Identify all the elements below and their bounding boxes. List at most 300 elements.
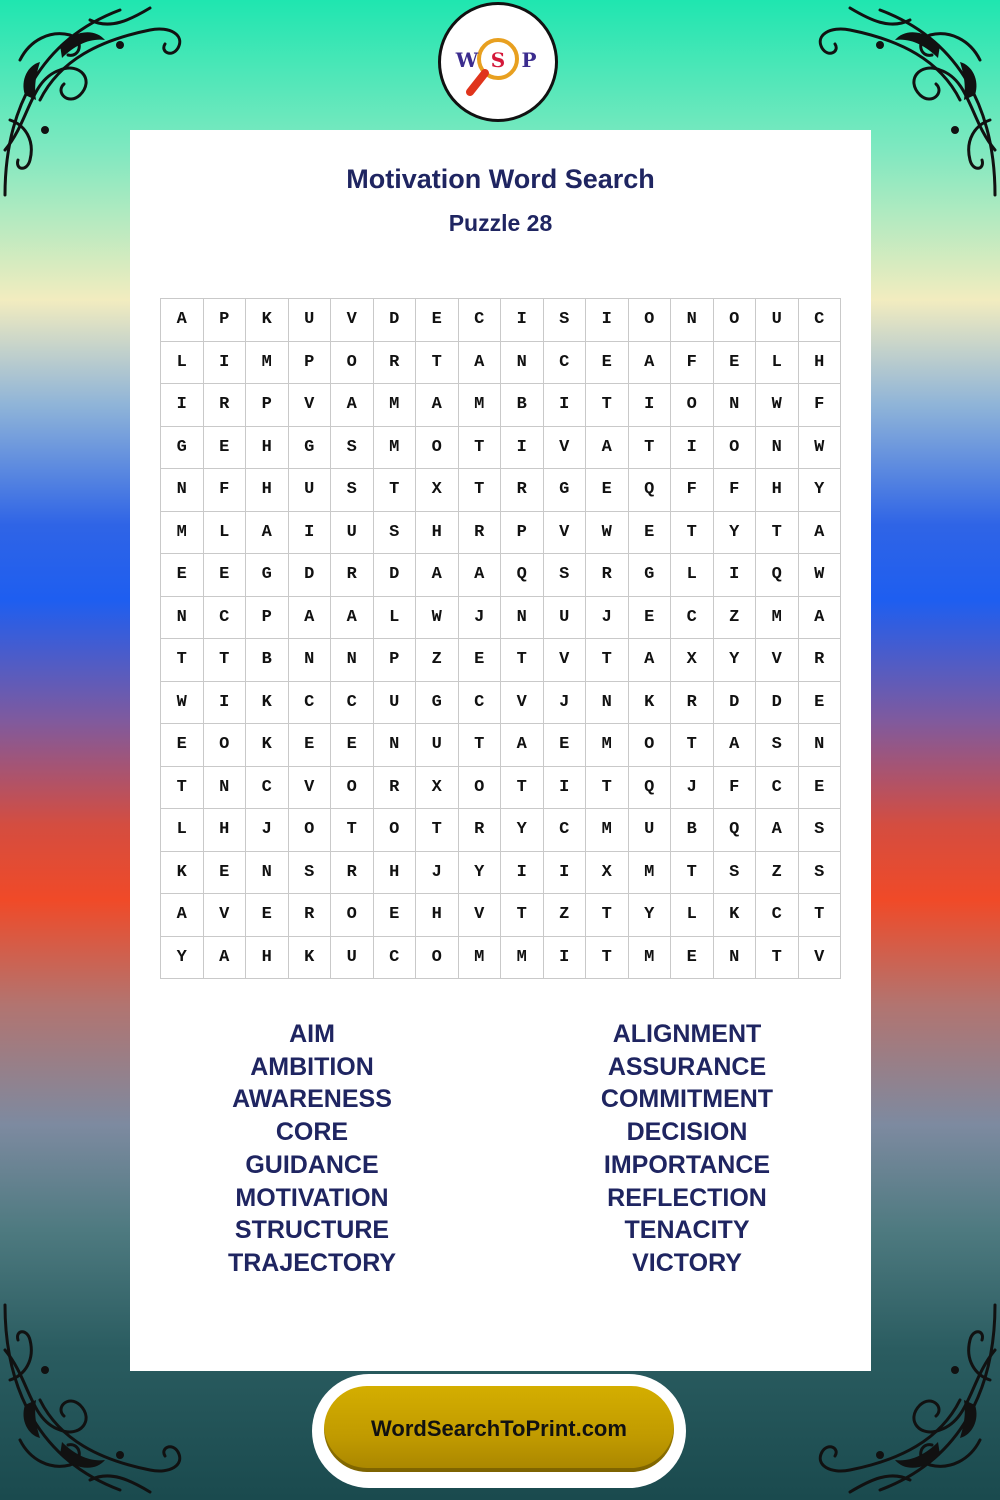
grid-cell[interactable]: O bbox=[288, 809, 331, 852]
grid-cell[interactable]: T bbox=[416, 341, 459, 384]
grid-cell[interactable]: L bbox=[203, 511, 246, 554]
grid-cell[interactable]: P bbox=[203, 299, 246, 342]
grid-cell[interactable]: I bbox=[628, 384, 671, 427]
grid-cell[interactable]: U bbox=[543, 596, 586, 639]
grid-cell[interactable]: T bbox=[586, 639, 629, 682]
grid-cell[interactable]: A bbox=[458, 554, 501, 597]
grid-cell[interactable]: Q bbox=[756, 554, 799, 597]
grid-cell[interactable]: A bbox=[331, 596, 374, 639]
word-item: MOTIVATION bbox=[235, 1183, 389, 1212]
word-item: ASSURANCE bbox=[607, 1052, 767, 1081]
grid-cell[interactable]: G bbox=[246, 554, 289, 597]
grid-cell[interactable]: E bbox=[331, 724, 374, 767]
grid-cell[interactable]: T bbox=[373, 469, 416, 512]
grid-row bbox=[161, 809, 841, 852]
grid-cell[interactable]: J bbox=[586, 596, 629, 639]
word-item: VICTORY bbox=[632, 1248, 742, 1277]
word-item: IMPORTANCE bbox=[603, 1150, 771, 1179]
grid-cell[interactable]: N bbox=[203, 766, 246, 809]
grid-cell[interactable]: E bbox=[628, 596, 671, 639]
grid-cell[interactable]: T bbox=[628, 426, 671, 469]
grid-cell[interactable]: E bbox=[458, 639, 501, 682]
grid-cell[interactable]: A bbox=[203, 936, 246, 979]
grid-cell[interactable]: F bbox=[203, 469, 246, 512]
grid-cell[interactable]: L bbox=[161, 341, 204, 384]
grid-cell[interactable]: E bbox=[586, 341, 629, 384]
grid-cell[interactable]: E bbox=[288, 724, 331, 767]
grid-cell[interactable]: Q bbox=[501, 554, 544, 597]
grid-cell[interactable]: T bbox=[161, 766, 204, 809]
grid-cell[interactable]: A bbox=[628, 639, 671, 682]
grid-row bbox=[161, 681, 841, 724]
grid-cell[interactable]: I bbox=[501, 851, 544, 894]
grid-cell[interactable]: H bbox=[246, 469, 289, 512]
grid-cell[interactable]: E bbox=[586, 469, 629, 512]
grid-cell[interactable]: Y bbox=[713, 511, 756, 554]
grid-cell[interactable]: O bbox=[203, 724, 246, 767]
grid-cell[interactable]: M bbox=[373, 384, 416, 427]
grid-cell[interactable]: N bbox=[501, 341, 544, 384]
grid-cell[interactable]: T bbox=[458, 426, 501, 469]
grid-cell[interactable]: M bbox=[458, 384, 501, 427]
grid-cell[interactable]: A bbox=[628, 341, 671, 384]
grid-cell[interactable]: D bbox=[373, 299, 416, 342]
grid-cell[interactable]: I bbox=[501, 299, 544, 342]
grid-cell[interactable]: S bbox=[713, 851, 756, 894]
grid-cell[interactable]: I bbox=[671, 426, 714, 469]
grid-cell[interactable]: W bbox=[798, 426, 841, 469]
grid-cell[interactable]: O bbox=[331, 341, 374, 384]
grid-cell[interactable]: N bbox=[713, 384, 756, 427]
word-list-right bbox=[537, 1018, 837, 1280]
grid-cell[interactable]: R bbox=[331, 851, 374, 894]
grid-cell[interactable]: U bbox=[288, 469, 331, 512]
grid-cell[interactable]: H bbox=[756, 469, 799, 512]
grid-cell[interactable]: N bbox=[756, 426, 799, 469]
grid-cell[interactable]: T bbox=[586, 384, 629, 427]
grid-cell[interactable]: T bbox=[501, 639, 544, 682]
grid-cell[interactable]: F bbox=[798, 384, 841, 427]
grid-cell[interactable]: O bbox=[331, 894, 374, 937]
grid-cell[interactable]: C bbox=[798, 299, 841, 342]
grid-row bbox=[161, 639, 841, 682]
word-item: STRUCTURE bbox=[234, 1216, 390, 1245]
word-item: REFLECTION bbox=[607, 1183, 767, 1212]
grid-cell[interactable]: T bbox=[501, 894, 544, 937]
grid-cell[interactable]: X bbox=[416, 766, 459, 809]
grid-cell[interactable]: U bbox=[756, 299, 799, 342]
word-list-left bbox=[162, 1018, 462, 1280]
grid-cell[interactable]: L bbox=[161, 809, 204, 852]
grid-cell[interactable]: Q bbox=[628, 469, 671, 512]
grid-cell[interactable]: A bbox=[246, 511, 289, 554]
grid-cell[interactable]: R bbox=[331, 554, 374, 597]
grid-cell[interactable]: U bbox=[288, 299, 331, 342]
grid-cell[interactable]: F bbox=[713, 469, 756, 512]
word-item: DECISION bbox=[626, 1118, 748, 1147]
grid-cell[interactable]: G bbox=[161, 426, 204, 469]
grid-cell[interactable]: F bbox=[713, 766, 756, 809]
grid-row bbox=[161, 894, 841, 937]
grid-cell[interactable]: N bbox=[501, 596, 544, 639]
grid-cell[interactable]: L bbox=[671, 894, 714, 937]
grid-cell[interactable]: G bbox=[543, 469, 586, 512]
grid-cell[interactable]: I bbox=[543, 936, 586, 979]
grid-cell[interactable]: T bbox=[458, 469, 501, 512]
grid-cell[interactable]: U bbox=[416, 724, 459, 767]
grid-cell[interactable]: A bbox=[416, 554, 459, 597]
grid-cell[interactable]: S bbox=[288, 851, 331, 894]
grid-cell[interactable]: F bbox=[671, 341, 714, 384]
grid-cell[interactable]: C bbox=[543, 809, 586, 852]
grid-cell[interactable]: Z bbox=[416, 639, 459, 682]
grid-cell[interactable]: O bbox=[628, 724, 671, 767]
grid-cell[interactable]: J bbox=[543, 681, 586, 724]
grid-row bbox=[161, 511, 841, 554]
grid-cell[interactable]: M bbox=[628, 851, 671, 894]
grid-cell[interactable]: E bbox=[798, 766, 841, 809]
grid-cell[interactable]: F bbox=[671, 469, 714, 512]
grid-cell[interactable]: A bbox=[416, 384, 459, 427]
magnifier-icon bbox=[448, 12, 548, 112]
grid-cell[interactable]: S bbox=[543, 299, 586, 342]
grid-cell[interactable]: I bbox=[161, 384, 204, 427]
grid-cell[interactable]: M bbox=[501, 936, 544, 979]
grid-cell[interactable]: V bbox=[288, 384, 331, 427]
word-item: COMMITMENT bbox=[600, 1085, 774, 1114]
grid-row bbox=[161, 936, 841, 979]
grid-cell[interactable]: A bbox=[756, 809, 799, 852]
grid-cell[interactable]: K bbox=[246, 681, 289, 724]
grid-cell[interactable]: S bbox=[331, 469, 374, 512]
grid-cell[interactable]: T bbox=[586, 766, 629, 809]
grid-cell[interactable]: R bbox=[373, 766, 416, 809]
grid-row bbox=[161, 554, 841, 597]
grid-cell[interactable]: U bbox=[331, 936, 374, 979]
grid-cell[interactable]: L bbox=[756, 341, 799, 384]
grid-cell[interactable]: L bbox=[671, 554, 714, 597]
grid-cell[interactable]: E bbox=[628, 511, 671, 554]
word-item: AMBITION bbox=[250, 1052, 374, 1081]
grid-cell[interactable]: G bbox=[628, 554, 671, 597]
letter-grid bbox=[160, 298, 841, 979]
grid-cell[interactable]: T bbox=[416, 809, 459, 852]
grid-cell[interactable]: M bbox=[628, 936, 671, 979]
grid-cell[interactable]: N bbox=[331, 639, 374, 682]
grid-cell[interactable]: J bbox=[246, 809, 289, 852]
grid-cell[interactable]: M bbox=[373, 426, 416, 469]
grid-cell[interactable]: T bbox=[203, 639, 246, 682]
grid-cell[interactable]: A bbox=[798, 511, 841, 554]
grid-cell[interactable]: H bbox=[203, 809, 246, 852]
grid-cell[interactable]: I bbox=[543, 766, 586, 809]
grid-cell[interactable]: N bbox=[671, 299, 714, 342]
grid-cell[interactable]: A bbox=[713, 724, 756, 767]
grid-cell[interactable]: N bbox=[373, 724, 416, 767]
grid-cell[interactable]: A bbox=[586, 426, 629, 469]
grid-cell[interactable]: N bbox=[713, 936, 756, 979]
grid-cell[interactable]: O bbox=[671, 384, 714, 427]
grid-cell[interactable]: V bbox=[798, 936, 841, 979]
grid-cell[interactable]: H bbox=[246, 426, 289, 469]
grid-cell[interactable]: B bbox=[246, 639, 289, 682]
grid-cell[interactable]: K bbox=[628, 681, 671, 724]
grid-cell[interactable]: C bbox=[756, 894, 799, 937]
grid-cell[interactable]: S bbox=[798, 809, 841, 852]
grid-cell[interactable]: W bbox=[756, 384, 799, 427]
grid-cell[interactable]: M bbox=[586, 724, 629, 767]
grid-cell[interactable]: O bbox=[628, 299, 671, 342]
grid-cell[interactable]: U bbox=[331, 511, 374, 554]
grid-cell[interactable]: Y bbox=[798, 469, 841, 512]
grid-cell[interactable]: K bbox=[161, 851, 204, 894]
grid-cell[interactable]: M bbox=[586, 809, 629, 852]
grid-cell[interactable]: N bbox=[161, 469, 204, 512]
grid-cell[interactable]: O bbox=[458, 766, 501, 809]
grid-cell[interactable]: T bbox=[671, 511, 714, 554]
grid-cell[interactable]: I bbox=[543, 384, 586, 427]
grid-cell[interactable]: M bbox=[756, 596, 799, 639]
grid-cell[interactable]: R bbox=[501, 469, 544, 512]
grid-row bbox=[161, 724, 841, 767]
grid-cell[interactable]: Y bbox=[501, 809, 544, 852]
grid-cell[interactable]: A bbox=[501, 724, 544, 767]
grid-cell[interactable]: R bbox=[458, 809, 501, 852]
page-title: Motivation Word Search bbox=[346, 164, 655, 194]
grid-cell[interactable]: P bbox=[501, 511, 544, 554]
grid-cell[interactable]: K bbox=[713, 894, 756, 937]
grid-cell[interactable]: J bbox=[671, 766, 714, 809]
grid-cell[interactable]: U bbox=[628, 809, 671, 852]
grid-cell[interactable]: I bbox=[501, 426, 544, 469]
grid-cell[interactable]: Y bbox=[713, 639, 756, 682]
grid-cell[interactable]: R bbox=[458, 511, 501, 554]
grid-cell[interactable]: V bbox=[203, 894, 246, 937]
grid-cell[interactable]: T bbox=[501, 766, 544, 809]
grid-cell[interactable]: B bbox=[671, 809, 714, 852]
grid-cell[interactable]: C bbox=[246, 766, 289, 809]
grid-cell[interactable]: R bbox=[373, 341, 416, 384]
grid-cell[interactable]: V bbox=[543, 426, 586, 469]
grid-cell[interactable]: I bbox=[288, 511, 331, 554]
grid-cell[interactable]: V bbox=[501, 681, 544, 724]
grid-cell[interactable]: T bbox=[586, 894, 629, 937]
grid-cell[interactable]: S bbox=[543, 554, 586, 597]
grid-cell[interactable]: C bbox=[543, 341, 586, 384]
grid-cell[interactable]: E bbox=[798, 681, 841, 724]
wsp-logo bbox=[438, 2, 558, 122]
grid-cell[interactable]: D bbox=[756, 681, 799, 724]
grid-cell[interactable]: P bbox=[373, 639, 416, 682]
grid-cell[interactable]: O bbox=[416, 936, 459, 979]
grid-cell[interactable]: D bbox=[713, 681, 756, 724]
grid-cell[interactable]: J bbox=[458, 596, 501, 639]
grid-cell[interactable]: E bbox=[416, 299, 459, 342]
grid-cell[interactable]: D bbox=[288, 554, 331, 597]
word-item: CORE bbox=[275, 1118, 349, 1147]
grid-cell[interactable]: R bbox=[288, 894, 331, 937]
grid-cell[interactable]: C bbox=[373, 936, 416, 979]
grid-cell[interactable]: C bbox=[288, 681, 331, 724]
grid-row bbox=[161, 341, 841, 384]
grid-cell[interactable]: E bbox=[373, 894, 416, 937]
grid-cell[interactable]: T bbox=[671, 724, 714, 767]
grid-cell[interactable]: I bbox=[713, 554, 756, 597]
puzzle-sheet bbox=[130, 130, 871, 1371]
grid-cell[interactable]: X bbox=[586, 851, 629, 894]
grid-cell[interactable]: P bbox=[246, 384, 289, 427]
logo-letter-w: W bbox=[455, 48, 479, 72]
grid-cell[interactable]: O bbox=[331, 766, 374, 809]
word-item: AIM bbox=[289, 1020, 335, 1048]
grid-cell[interactable]: I bbox=[203, 681, 246, 724]
grid-cell[interactable]: C bbox=[756, 766, 799, 809]
grid-cell[interactable]: B bbox=[501, 384, 544, 427]
grid-cell[interactable]: G bbox=[288, 426, 331, 469]
word-item: AWARENESS bbox=[232, 1085, 392, 1114]
website-badge bbox=[312, 1374, 686, 1488]
grid-cell[interactable]: T bbox=[671, 851, 714, 894]
grid-cell[interactable]: T bbox=[756, 511, 799, 554]
grid-cell[interactable]: R bbox=[798, 639, 841, 682]
logo-letter-s: S bbox=[490, 48, 506, 72]
grid-cell[interactable]: E bbox=[203, 426, 246, 469]
grid-cell[interactable]: Z bbox=[713, 596, 756, 639]
grid-cell[interactable]: N bbox=[246, 851, 289, 894]
grid-cell[interactable]: A bbox=[288, 596, 331, 639]
grid-cell[interactable]: C bbox=[671, 596, 714, 639]
grid-cell[interactable]: T bbox=[756, 936, 799, 979]
word-item: ALIGNMENT bbox=[612, 1020, 762, 1048]
grid-cell[interactable]: X bbox=[671, 639, 714, 682]
grid-cell[interactable]: P bbox=[288, 341, 331, 384]
grid-cell[interactable]: T bbox=[586, 936, 629, 979]
grid-cell[interactable]: E bbox=[543, 724, 586, 767]
grid-row bbox=[161, 384, 841, 427]
grid-cell[interactable]: V bbox=[543, 639, 586, 682]
grid-cell[interactable]: U bbox=[373, 681, 416, 724]
word-item: TENACITY bbox=[624, 1216, 750, 1245]
logo-letter-p: P bbox=[521, 48, 537, 72]
grid-cell[interactable]: C bbox=[458, 299, 501, 342]
puzzle-number: Puzzle 28 bbox=[448, 210, 553, 236]
grid-cell[interactable]: R bbox=[671, 681, 714, 724]
grid-cell[interactable]: E bbox=[161, 554, 204, 597]
grid-cell[interactable]: W bbox=[798, 554, 841, 597]
grid-cell[interactable]: V bbox=[331, 299, 374, 342]
grid-row bbox=[161, 426, 841, 469]
grid-cell[interactable]: V bbox=[288, 766, 331, 809]
grid-cell[interactable]: W bbox=[586, 511, 629, 554]
grid-cell[interactable]: S bbox=[798, 851, 841, 894]
grid-cell[interactable]: E bbox=[671, 936, 714, 979]
grid-cell[interactable]: M bbox=[161, 511, 204, 554]
grid-cell[interactable]: E bbox=[246, 894, 289, 937]
grid-cell[interactable]: V bbox=[543, 511, 586, 554]
grid-cell[interactable]: K bbox=[246, 299, 289, 342]
grid-cell[interactable]: N bbox=[586, 681, 629, 724]
grid-cell[interactable]: Z bbox=[543, 894, 586, 937]
grid-cell[interactable]: T bbox=[798, 894, 841, 937]
grid-cell[interactable]: G bbox=[416, 681, 459, 724]
grid-cell[interactable]: A bbox=[161, 894, 204, 937]
grid-cell[interactable]: T bbox=[458, 724, 501, 767]
grid-cell[interactable]: N bbox=[161, 596, 204, 639]
grid-cell[interactable]: E bbox=[203, 851, 246, 894]
grid-cell[interactable]: N bbox=[798, 724, 841, 767]
grid-cell[interactable]: H bbox=[798, 341, 841, 384]
grid-row bbox=[161, 596, 841, 639]
grid-cell[interactable]: D bbox=[373, 554, 416, 597]
grid-cell[interactable]: W bbox=[416, 596, 459, 639]
grid-cell[interactable]: S bbox=[373, 511, 416, 554]
grid-cell[interactable]: X bbox=[416, 469, 459, 512]
word-item: GUIDANCE bbox=[245, 1150, 379, 1179]
grid-cell[interactable]: R bbox=[586, 554, 629, 597]
grid-cell[interactable]: C bbox=[203, 596, 246, 639]
grid-cell[interactable]: A bbox=[331, 384, 374, 427]
grid-cell[interactable]: E bbox=[713, 341, 756, 384]
grid-cell[interactable]: O bbox=[416, 426, 459, 469]
grid-cell[interactable]: I bbox=[586, 299, 629, 342]
grid-cell[interactable]: H bbox=[246, 936, 289, 979]
grid-row bbox=[161, 299, 841, 342]
grid-cell[interactable]: O bbox=[373, 809, 416, 852]
website-link[interactable]: WordSearchToPrint.com bbox=[324, 1386, 674, 1472]
grid-cell[interactable]: A bbox=[798, 596, 841, 639]
grid-cell[interactable]: Y bbox=[628, 894, 671, 937]
grid-cell[interactable]: W bbox=[161, 681, 204, 724]
grid-cell[interactable]: M bbox=[246, 341, 289, 384]
grid-cell[interactable]: S bbox=[331, 426, 374, 469]
grid-cell[interactable]: I bbox=[203, 341, 246, 384]
grid-cell[interactable]: O bbox=[713, 299, 756, 342]
grid-cell[interactable]: Y bbox=[161, 936, 204, 979]
grid-cell[interactable]: Q bbox=[713, 809, 756, 852]
grid-cell[interactable]: V bbox=[458, 894, 501, 937]
grid-cell[interactable]: E bbox=[203, 554, 246, 597]
grid-cell[interactable]: C bbox=[458, 681, 501, 724]
grid-cell[interactable]: M bbox=[458, 936, 501, 979]
grid-cell[interactable]: Z bbox=[756, 851, 799, 894]
grid-cell[interactable]: Y bbox=[458, 851, 501, 894]
grid-cell[interactable]: J bbox=[416, 851, 459, 894]
grid-cell[interactable]: C bbox=[331, 681, 374, 724]
grid-cell[interactable]: R bbox=[203, 384, 246, 427]
grid-row bbox=[161, 766, 841, 809]
grid-cell[interactable]: N bbox=[288, 639, 331, 682]
grid-cell[interactable]: K bbox=[246, 724, 289, 767]
grid-cell[interactable]: L bbox=[373, 596, 416, 639]
grid-row bbox=[161, 469, 841, 512]
grid-cell[interactable]: O bbox=[713, 426, 756, 469]
grid-cell[interactable]: H bbox=[416, 511, 459, 554]
grid-cell[interactable]: S bbox=[756, 724, 799, 767]
grid-cell[interactable]: T bbox=[161, 639, 204, 682]
grid-cell[interactable]: H bbox=[416, 894, 459, 937]
grid-row bbox=[161, 851, 841, 894]
grid-cell[interactable]: P bbox=[246, 596, 289, 639]
grid-cell[interactable]: E bbox=[161, 724, 204, 767]
grid-cell[interactable]: H bbox=[373, 851, 416, 894]
grid-cell[interactable]: T bbox=[331, 809, 374, 852]
grid-cell[interactable]: A bbox=[458, 341, 501, 384]
grid-cell[interactable]: K bbox=[288, 936, 331, 979]
grid-cell[interactable]: V bbox=[756, 639, 799, 682]
grid-cell[interactable]: Q bbox=[628, 766, 671, 809]
grid-cell[interactable]: I bbox=[543, 851, 586, 894]
grid-cell[interactable]: A bbox=[161, 299, 204, 342]
